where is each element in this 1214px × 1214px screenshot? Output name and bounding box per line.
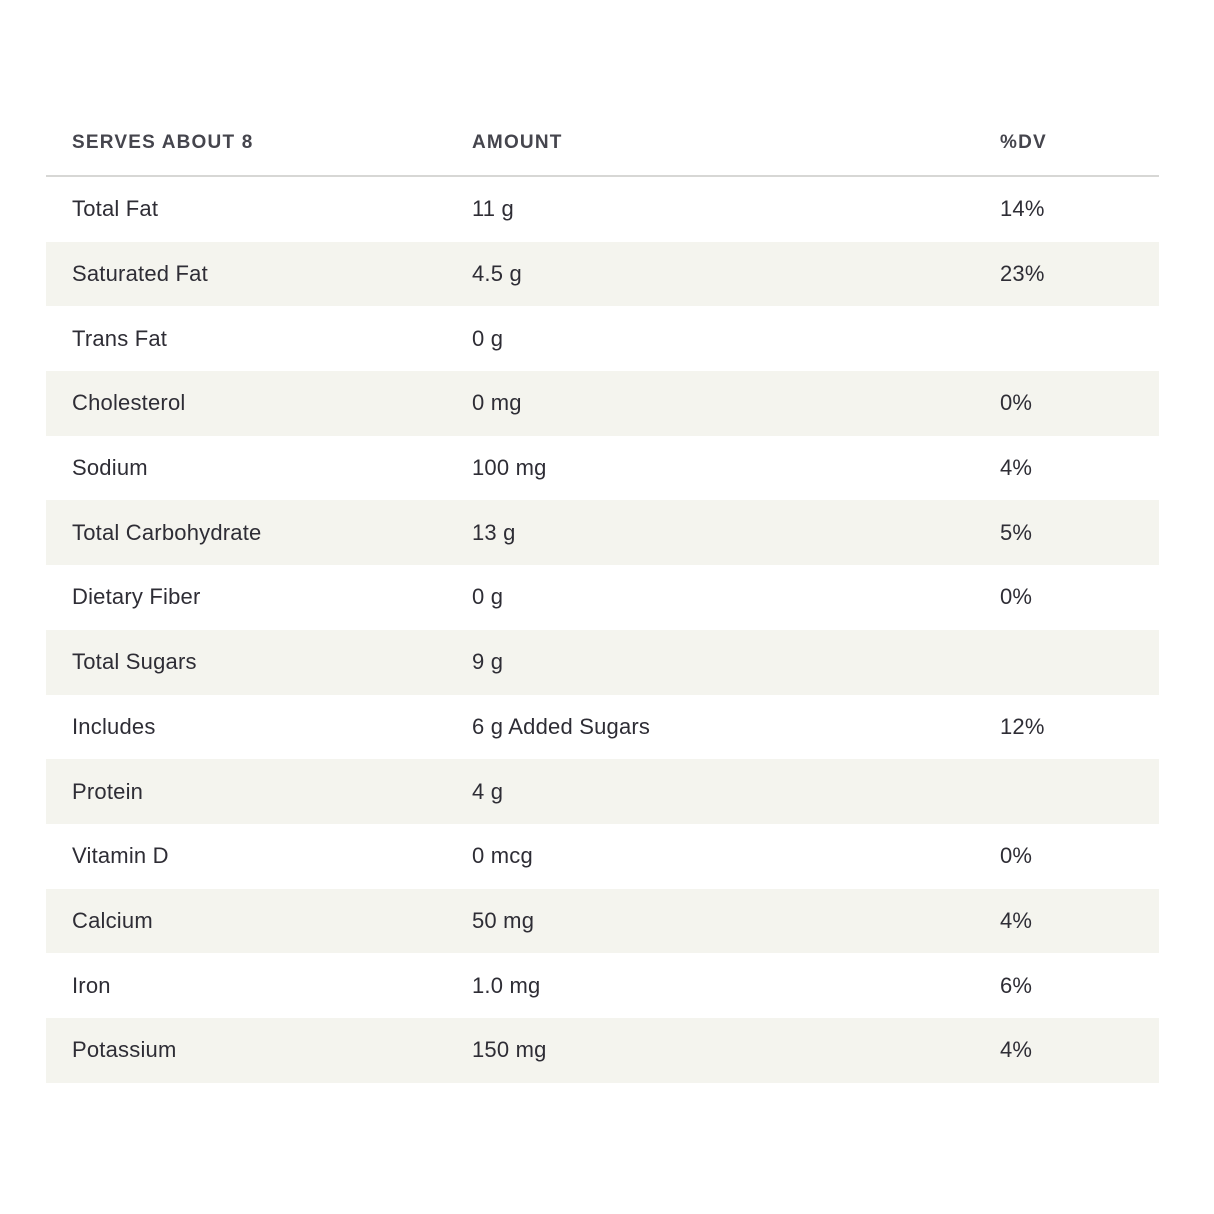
nutrient-amount: 150 mg xyxy=(472,1037,547,1063)
nutrient-amount: 0 mg xyxy=(472,390,522,416)
nutrient-name: Cholesterol xyxy=(72,390,186,416)
nutrient-amount: 0 mcg xyxy=(472,843,533,869)
table-row xyxy=(46,306,1159,371)
nutrition-table xyxy=(46,110,1159,1083)
nutrient-amount: 50 mg xyxy=(472,907,535,933)
table-row xyxy=(46,565,1159,630)
nutrient-dv: 6% xyxy=(1000,972,1033,998)
nutrient-dv: 12% xyxy=(1000,713,1045,739)
nutrient-amount: 0 g xyxy=(472,325,504,351)
nutrient-amount: 1.0 mg xyxy=(472,972,541,998)
table-row xyxy=(46,759,1159,824)
nutrient-name: Vitamin D xyxy=(72,843,169,869)
table-body xyxy=(46,177,1159,1083)
nutrient-amount: 0 g xyxy=(472,584,504,610)
nutrient-name: Includes xyxy=(72,713,156,739)
nutrient-name: Total Fat xyxy=(72,196,159,222)
nutrient-amount: 9 g xyxy=(472,649,504,675)
nutrient-name: Protein xyxy=(72,778,144,804)
table-row xyxy=(46,371,1159,436)
nutrient-name: Saturated Fat xyxy=(72,261,208,287)
column-header-dv: %DV xyxy=(1000,131,1047,153)
nutrient-dv: 4% xyxy=(1000,907,1033,933)
nutrient-dv: 0% xyxy=(1000,584,1033,610)
nutrient-name: Trans Fat xyxy=(72,325,168,351)
column-header-amount: AMOUNT xyxy=(472,131,563,153)
table-row xyxy=(46,889,1159,954)
nutrient-amount: 4 g xyxy=(472,778,504,804)
nutrient-amount: 4.5 g xyxy=(472,261,522,287)
nutrient-dv: 14% xyxy=(1000,196,1045,222)
nutrient-amount: 6 g Added Sugars xyxy=(472,713,651,739)
nutrient-amount: 13 g xyxy=(472,519,516,545)
nutrient-dv: 4% xyxy=(1000,1037,1033,1063)
nutrient-name: Total Carbohydrate xyxy=(72,519,262,545)
table-row xyxy=(46,177,1159,242)
table-row xyxy=(46,630,1159,695)
nutrient-amount: 11 g xyxy=(472,196,514,222)
nutrient-dv: 0% xyxy=(1000,390,1033,416)
nutrient-dv: 23% xyxy=(1000,261,1045,287)
table-row xyxy=(46,242,1159,307)
nutrient-name: Sodium xyxy=(72,455,148,481)
table-row xyxy=(46,953,1159,1018)
table-row xyxy=(46,824,1159,889)
table-row xyxy=(46,1018,1159,1083)
table-row xyxy=(46,695,1159,760)
column-header-serves: SERVES ABOUT 8 xyxy=(72,131,254,153)
nutrient-name: Iron xyxy=(72,972,111,998)
nutrient-name: Potassium xyxy=(72,1037,177,1063)
nutrient-amount: 100 mg xyxy=(472,455,547,481)
nutrient-name: Total Sugars xyxy=(72,649,197,675)
table-row xyxy=(46,436,1159,501)
table-header-row xyxy=(46,110,1159,175)
nutrient-dv: 5% xyxy=(1000,519,1033,545)
nutrient-dv: 4% xyxy=(1000,455,1033,481)
nutrient-dv: 0% xyxy=(1000,843,1033,869)
nutrient-name: Calcium xyxy=(72,907,153,933)
nutrient-name: Dietary Fiber xyxy=(72,584,201,610)
table-row xyxy=(46,500,1159,565)
